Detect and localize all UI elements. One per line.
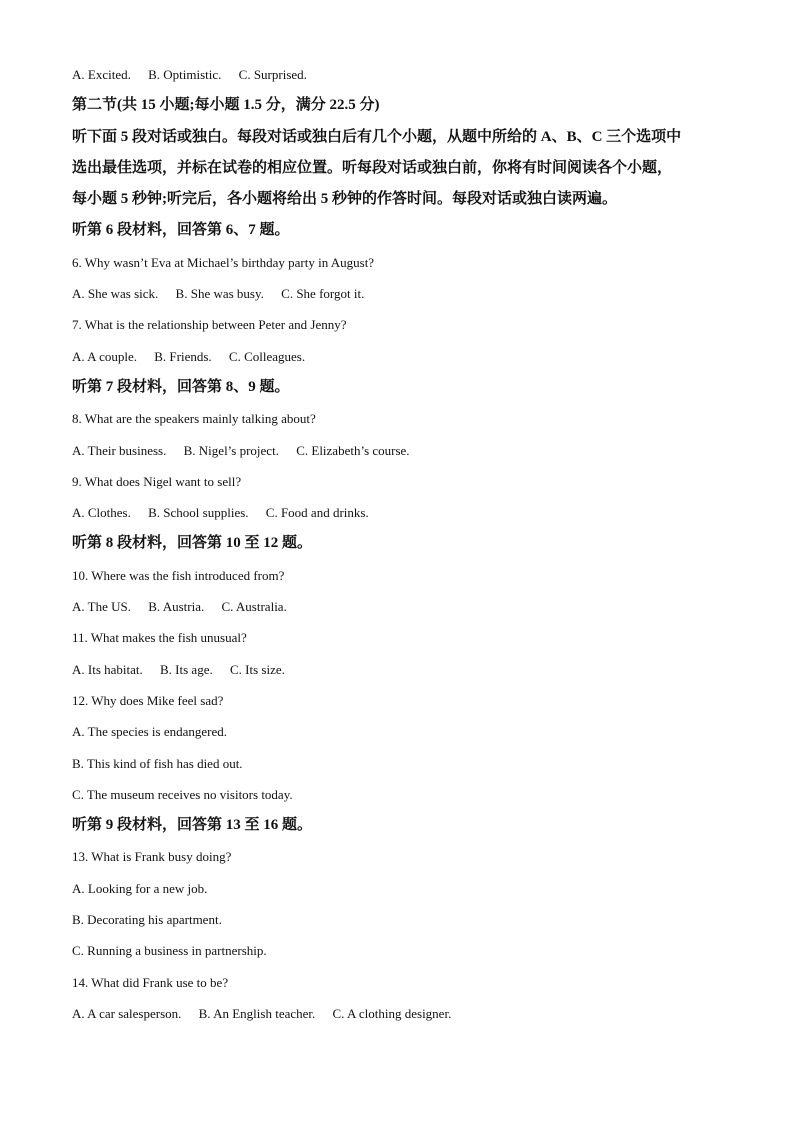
- question-9: 9. What does Nigel want to sell?: [72, 473, 242, 489]
- q9-option-c: C. Food and drinks.: [265, 505, 369, 521]
- question-6: 6. Why wasn’t Eva at Michael’s birthday party in August?: [72, 254, 375, 270]
- q10-option-c: C. Australia.: [221, 599, 287, 615]
- question-8: 8. What are the speakers mainly talking about?: [72, 411, 316, 427]
- q10-options: [72, 596, 732, 617]
- q5-options: [72, 64, 732, 85]
- section2-instructions: [72, 122, 732, 216]
- q9-option-b: B. School supplies.: [148, 505, 249, 521]
- q13-option-c: C. Running a business in partnership.: [72, 943, 267, 959]
- q14-option-b: B. An English teacher.: [198, 1005, 316, 1021]
- q7-options: [72, 346, 732, 367]
- q9-option-a: A. Clothes.: [72, 505, 131, 521]
- q10-option-b: B. Austria.: [148, 599, 205, 615]
- question-14: 14. What did Frank use to be?: [72, 974, 229, 990]
- material-8-heading: 听第 8 段材料，回答第 10 至 12 题。: [72, 535, 313, 552]
- q11-option-a: A. Its habitat.: [72, 661, 143, 677]
- q14-options: [72, 1003, 732, 1024]
- q8-option-a: A. Their business.: [72, 442, 167, 458]
- material-9-heading: 听第 9 段材料，回答第 13 至 16 题。: [72, 817, 313, 834]
- q5-option-c: C. Surprised.: [238, 67, 307, 82]
- exam-page: [72, 64, 732, 1034]
- question-13: 13. What is Frank busy doing?: [72, 849, 232, 865]
- q7-option-a: A. A couple.: [72, 348, 137, 364]
- material-6-heading: 听第 6 段材料，回答第 6、7 题。: [72, 222, 290, 239]
- q6-option-a: A. She was sick.: [72, 286, 159, 302]
- q9-options: [72, 502, 732, 523]
- q6-options: [72, 283, 732, 304]
- section2-title: 第二节(共 15 小题;每小题 1.5 分，满分 22.5 分): [72, 97, 380, 114]
- q11-option-c: C. Its size.: [229, 661, 285, 677]
- q8-option-b: B. Nigel’s project.: [183, 442, 279, 458]
- q5-option-b: B. Optimistic.: [148, 67, 222, 82]
- q7-option-c: C. Colleagues.: [228, 348, 306, 364]
- q13-option-b: B. Decorating his apartment.: [72, 912, 222, 928]
- q11-options: [72, 659, 732, 680]
- q14-option-c: C. A clothing designer.: [332, 1005, 452, 1021]
- q11-option-b: B. Its age.: [160, 661, 213, 677]
- q6-option-b: B. She was busy.: [175, 286, 264, 302]
- q13-option-a: A. Looking for a new job.: [72, 880, 208, 896]
- q12-option-a: A. The species is endangered.: [72, 724, 227, 740]
- question-7: 7. What is the relationship between Peter and Jenny?: [72, 317, 347, 333]
- q12-option-c: C. The museum receives no visitors today.: [72, 786, 293, 802]
- q12-option-b: B. This kind of fish has died out.: [72, 755, 243, 771]
- q14-option-a: A. A car salesperson.: [72, 1005, 182, 1021]
- q8-options: [72, 440, 732, 461]
- instruction-line-1: 听下面 5 段对话或独白。每段对话或独白后有几个小题，从题中所给的 A、B、C 三个选项中: [72, 128, 682, 145]
- material-7-heading: 听第 7 段材料，回答第 8、9 题。: [72, 378, 290, 395]
- question-10: 10. Where was the fish introduced from?: [72, 567, 285, 583]
- q5-option-a: A. Excited.: [72, 67, 131, 82]
- q7-option-b: B. Friends.: [154, 348, 212, 364]
- instruction-line-2: 选出最佳选项，并标在试卷的相应位置。听每段对话或独白前，你将有时间阅读各个小题，: [72, 159, 673, 176]
- question-11: 11. What makes the fish unusual?: [72, 630, 247, 646]
- instruction-line-3: 每小题 5 秒钟;听完后，各小题将给出 5 秒钟的作答时间。每段对话或独白读两遍。: [72, 191, 617, 208]
- question-12: 12. Why does Mike feel sad?: [72, 692, 224, 708]
- q6-option-c: C. She forgot it.: [281, 286, 365, 302]
- q10-option-a: A. The US.: [72, 599, 131, 615]
- q8-option-c: C. Elizabeth’s course.: [296, 442, 410, 458]
